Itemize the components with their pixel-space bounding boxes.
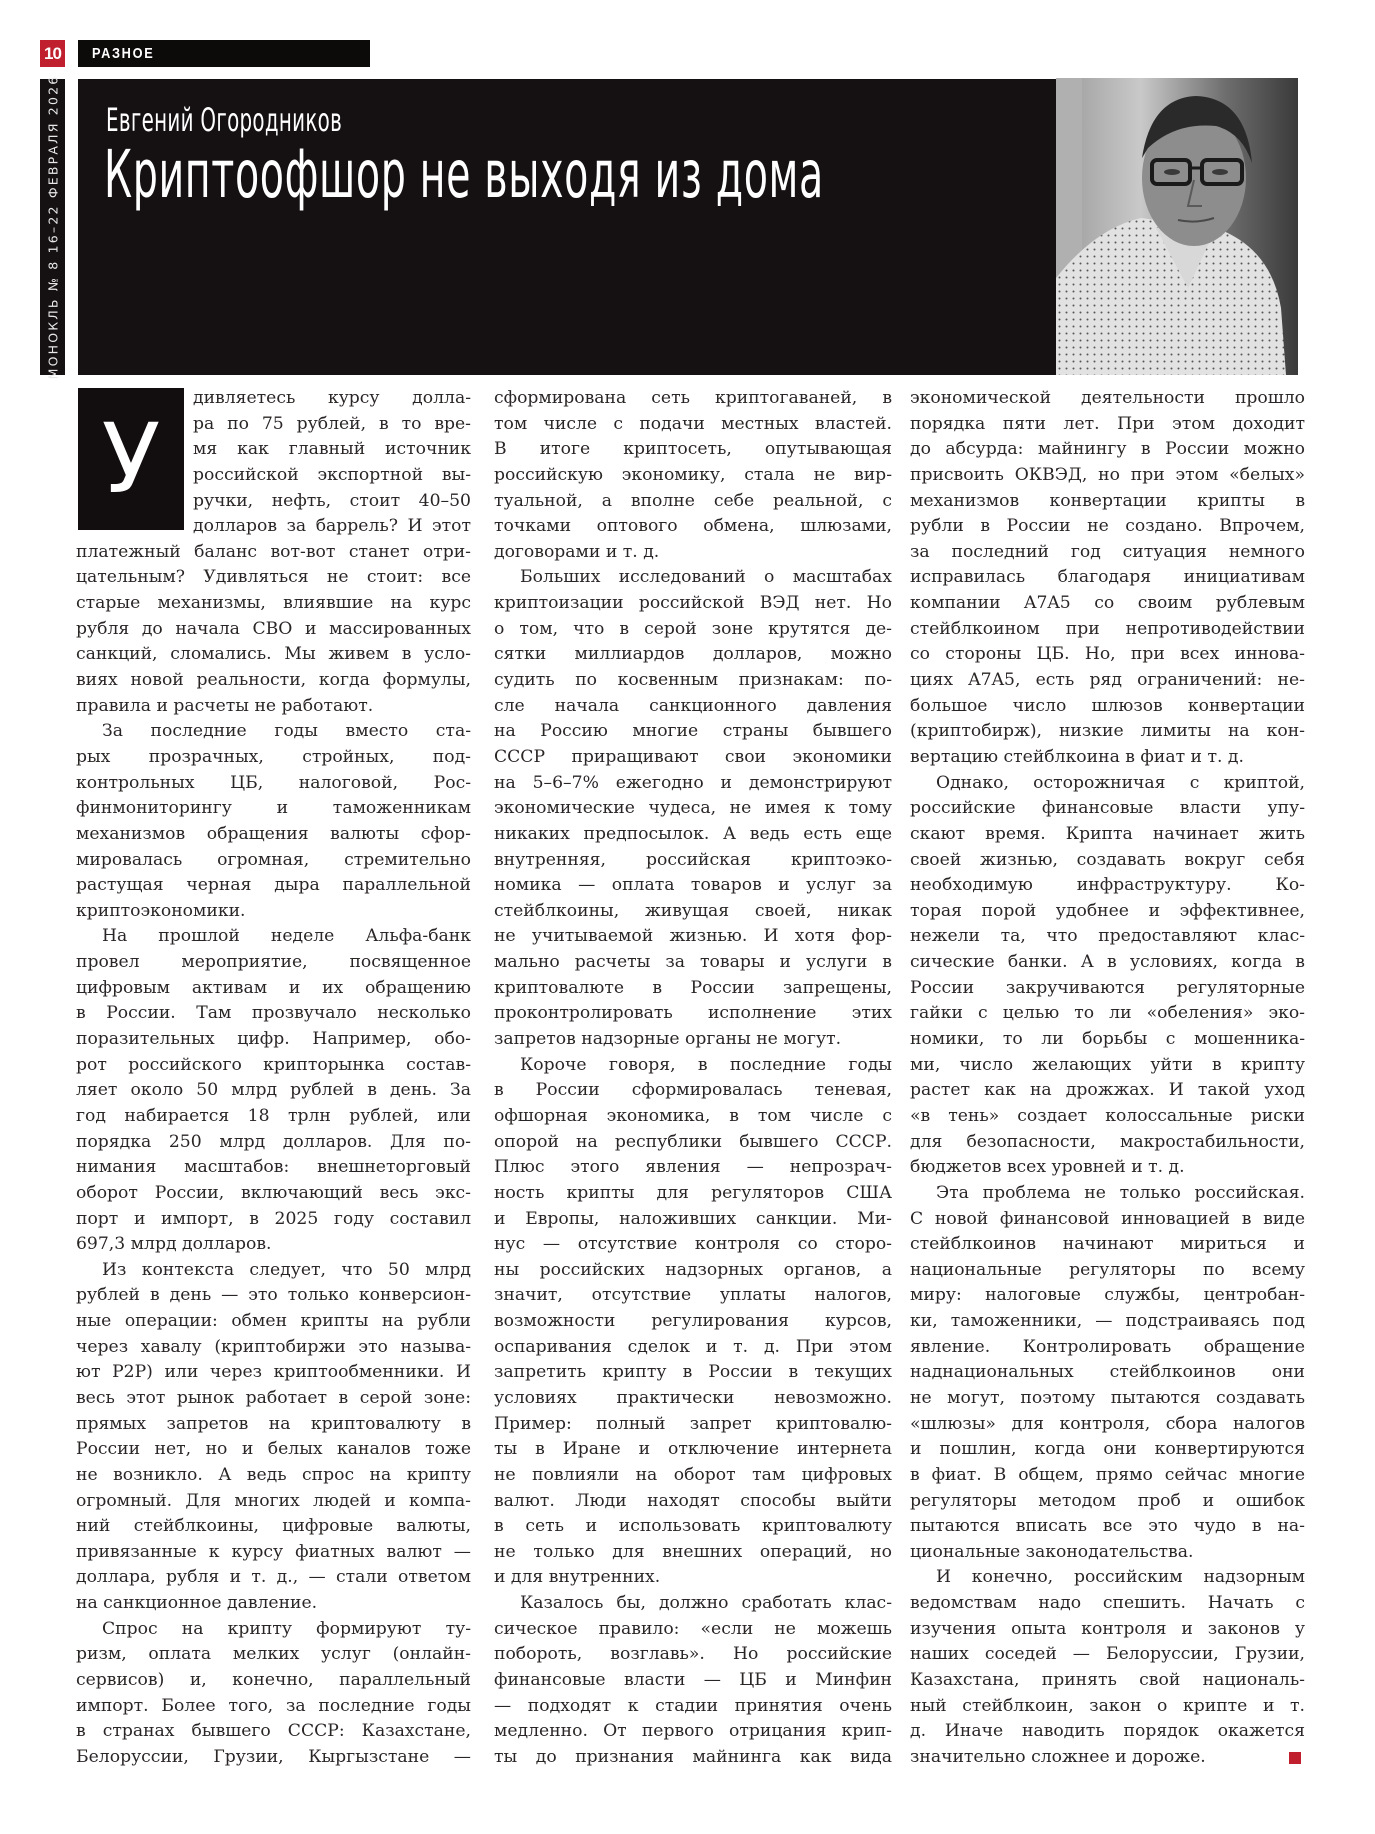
text-line: контрольных ЦБ, налоговой, Рос- (76, 772, 471, 793)
text-line: сформирована сеть криптогаваней, в (494, 388, 892, 408)
text-line: большое число шлюзов конвертации (910, 695, 1305, 716)
text-line: цательным? Удивляться не стоит: все (76, 567, 471, 588)
text-line: рублей в день — это только конверсион- (76, 1285, 471, 1306)
text-line: медленно. От первого отрицания крип- (494, 1721, 892, 1742)
text-line: нежели та, что предоставляют клас- (910, 926, 1305, 947)
text-line: нимания масштабов: внешнеторговый (76, 1157, 471, 1178)
text-line: в России сформировалась теневая, (494, 1080, 892, 1101)
text-line: цифровым активам и их обращению (76, 977, 471, 998)
text-line: старые механизмы, влиявшие на курс (76, 593, 471, 614)
text-line: российской экспортной вы- (193, 464, 471, 485)
text-line: на 5–6–7% ежегодно и демонстрируют (494, 772, 892, 793)
text-line: Плюс этого явления — непрозрач- (494, 1157, 892, 1178)
text-line: не возникло. А ведь спрос на крипту (76, 1464, 471, 1485)
section-label: РАЗНОЕ (92, 45, 155, 62)
page-number: 10 (40, 40, 65, 67)
text-line: ний стейблкоины, цифровые валюты, (76, 1516, 471, 1537)
text-line: долларов за баррель? И этот (193, 516, 471, 537)
text-line: Однако, осторожничая с криптой, (936, 772, 1305, 793)
text-line: судить по косвенным признакам: по- (494, 670, 892, 691)
text-line: ты в Иране и отключение интернета (494, 1439, 892, 1460)
text-line: никаких предпосылок. А ведь есть еще (494, 823, 892, 844)
text-line: миру: налоговые службы, центробан- (910, 1285, 1305, 1306)
text-line: и Европы, наложивших санкции. Ми- (494, 1208, 892, 1229)
text-line: не могут, поэтому пытаются создавать (910, 1387, 1305, 1408)
drop-cap: У (78, 388, 184, 530)
text-line: до абсурда: майнингу в России можно (910, 439, 1305, 460)
text-column-1 (76, 386, 471, 1771)
text-line: криптовалюте в России запрещены, (494, 977, 892, 998)
text-line: поразительных цифр. Например, обо- (76, 1029, 471, 1050)
text-line-content: значительно сложнее и дороже. (910, 1746, 1206, 1767)
text-line: С новой финансовой инновацией в виде (910, 1208, 1305, 1229)
text-line: возможности регулирования курсов, (494, 1311, 892, 1332)
author-name: Евгений Огородников (106, 101, 343, 139)
text-line: вертацию стейблкоина в фиат и т. д. (910, 746, 1244, 767)
text-line: национальные регуляторы по всему (910, 1259, 1305, 1280)
text-line: присвоить ОКВЭД, но при этом «белых» (910, 464, 1305, 485)
text-line: ки, таможенники, — подстраиваясь под (910, 1311, 1305, 1332)
text-column-2 (494, 386, 892, 1771)
text-line: опорой на республики бывшего СССР. (494, 1131, 892, 1152)
text-line: скают время. Крипта начинает жить (910, 823, 1305, 844)
text-line: Эта проблема не только российская. (936, 1182, 1305, 1203)
text-line: гайки с целью то ли «обеления» эко- (910, 1003, 1305, 1024)
text-line: ты до признания майнинга как вида (494, 1746, 892, 1767)
text-line: значит, отсутствие уплаты налогов, (494, 1285, 892, 1306)
text-line: Пример: полный запрет криптовалю- (494, 1413, 892, 1434)
text-line: запретов надзорные органы не могут. (494, 1029, 842, 1050)
text-line: запретить крипту в России в текущих (494, 1362, 892, 1383)
text-line: мя как главный источник (193, 439, 471, 460)
text-line: нус — отсутствие контроля со сторо- (494, 1234, 892, 1255)
text-line: изучения опыта контроля и законов у (910, 1618, 1305, 1639)
text-line: условиях практически невозможно. (494, 1387, 892, 1408)
text-line: циональные законодательства. (910, 1541, 1194, 1562)
text-line: мировалась огромная, стремительно (76, 849, 471, 870)
text-line: на Россию многие страны бывшего (494, 721, 892, 742)
text-line: механизмов конвертации крипты в (910, 490, 1305, 511)
text-line: правила и расчеты не работают. (76, 695, 374, 716)
section-header (78, 40, 370, 67)
text-line: туальной, а вполне себе реальной, с (494, 490, 892, 511)
text-line: год набирается 18 трлн рублей, или (76, 1105, 471, 1126)
text-line: механизмов обращения валюты сфор- (76, 823, 471, 844)
text-line: ризм, оплата мелких услуг (онлайн- (76, 1644, 471, 1665)
text-line: регуляторы методом проб и ошибок (910, 1490, 1305, 1511)
text-line: Короче говоря, в последние годы (520, 1054, 892, 1075)
text-line: сическое правило: «если не можешь (494, 1618, 892, 1639)
text-line: Из контекста следует, что 50 млрд (102, 1259, 471, 1280)
text-line: прямых запретов на криптовалюту в (76, 1413, 471, 1434)
text-line: в странах бывшего СССР: Казахстане, (76, 1721, 471, 1742)
text-line: том числе с подачи местных властей. (494, 413, 892, 434)
text-line: не только для внешних операций, но (494, 1541, 892, 1562)
text-line: В итоге криптосеть, опутывающая (494, 439, 892, 460)
text-line: ми, число желающих уйти в крипту (910, 1054, 1305, 1075)
text-line: ляет около 50 млрд рублей в день. За (76, 1080, 471, 1101)
author-portrait-icon (1056, 78, 1298, 375)
article-title: Криптоофшор не выходя из дома (104, 136, 824, 213)
text-line: номика — оплата товаров и услуг за (494, 875, 892, 896)
text-line: финмониторингу и таможенникам (76, 798, 471, 819)
text-line: исправилась благодаря инициативам (910, 567, 1305, 588)
text-line: на санкционное давление. (76, 1593, 318, 1614)
text-line: компании A7A5 со своим рублевым (910, 593, 1305, 614)
text-line: и для внутренних. (494, 1567, 661, 1588)
text-line: для безопасности, макростабильности, (910, 1131, 1305, 1152)
text-line: российскую экономику, стала не вир- (494, 464, 892, 485)
end-mark-icon (1289, 1752, 1301, 1764)
text-line: наднациональных стейблкоинов они (910, 1362, 1305, 1383)
text-line: Спрос на крипту формируют ту- (102, 1618, 471, 1639)
text-line: своей жизнью, создавать вокруг себя (910, 849, 1305, 870)
text-line: ра по 75 рублей, в то вре- (193, 413, 471, 434)
text-line: России нет, но и белых каналов тоже (76, 1439, 471, 1460)
text-column-3 (910, 386, 1305, 1771)
text-line: За последние годы вместо ста- (102, 721, 471, 742)
text-line: ные операции: обмен крипты на рубли (76, 1311, 471, 1332)
text-line: криптоэкономики. (76, 900, 246, 921)
text-line: оспаривания сделок и т. д. При этом (494, 1336, 892, 1357)
text-line: побороть, возглавь». Но российские (494, 1644, 892, 1665)
text-line: стейблкоином при непротиводействии (910, 618, 1305, 639)
text-line: порт и импорт, в 2025 году составил (76, 1208, 471, 1229)
text-line: ный стейблкоин, закон о крипте и т. (910, 1695, 1305, 1716)
text-line: явление. Контролировать обращение (910, 1336, 1305, 1357)
text-line: привязанные к курсу фиатных валют — (76, 1541, 471, 1562)
text-line: платежный баланс вот-вот станет отри- (76, 541, 471, 562)
text-line: наших соседей — Белоруссии, Грузии, (910, 1644, 1305, 1665)
text-line: рот российского крипторынка состав- (76, 1054, 471, 1075)
text-line: ют P2P) или через криптообменники. И (76, 1362, 471, 1383)
text-line: 697,3 млрд долларов. (76, 1234, 272, 1255)
text-line: Казалось бы, должно сработать клас- (520, 1593, 892, 1614)
text-line: «шлюзы» для контроля, сбора налогов (910, 1413, 1305, 1434)
text-line: и пошлин, когда они конвертируются (910, 1439, 1305, 1460)
text-line: сические банки. А в условиях, когда в (910, 952, 1305, 973)
text-line: не повлияли на оборот там цифровых (494, 1464, 892, 1485)
text-line: сле начала санкционного давления (494, 695, 892, 716)
text-line: циях A7A5, есть ряд ограничений: не- (910, 670, 1305, 691)
author-photo (1056, 78, 1298, 375)
text-line: за последний год ситуация немного (910, 541, 1305, 562)
text-line: договорами и т. д. (494, 541, 660, 562)
text-line: порядка 250 млрд долларов. Для по- (76, 1131, 471, 1152)
text-line: рубли в России не создано. Впрочем, (910, 516, 1305, 537)
text-line: оборот России, включающий весь экс- (76, 1182, 471, 1203)
text-line: не учитываемой жизнью. И хотя фор- (494, 926, 892, 947)
text-line: ручки, нефть, стоит 40–50 (193, 490, 471, 511)
text-line: офшорная экономика, в том числе с (494, 1105, 892, 1126)
text-line: стейблкоины, живущая своей, никак (494, 900, 892, 921)
text-line: рых прозрачных, стройных, под- (76, 746, 471, 767)
text-line: в сеть и использовать криптовалюту (494, 1516, 892, 1537)
text-line: И конечно, российским надзорным (936, 1567, 1305, 1588)
text-line: пытаются вписать все это чудо в на- (910, 1516, 1305, 1537)
text-line: экономические чудеса, не имея к тому (494, 798, 892, 819)
text-line: бюджетов всех уровней и т. д. (910, 1157, 1185, 1178)
text-line: криптоизации российской ВЭД нет. Но (494, 593, 892, 614)
text-line: СССР приращивают свои экономики (494, 746, 892, 767)
text-line: экономической деятельности прошло (910, 388, 1305, 408)
text-line (910, 1745, 1305, 1771)
text-line: финансовые власти — ЦБ и Минфин (494, 1670, 892, 1691)
text-line: — подходят к стадии принятия очень (494, 1695, 892, 1716)
text-line: в России. Там прозвучало несколько (76, 1003, 471, 1024)
text-line: торая порой удобнее и эффективнее, (910, 900, 1305, 921)
text-line: российские финансовые власти упу- (910, 798, 1305, 819)
text-line: ны российских надзорных органов, а (494, 1259, 892, 1280)
text-line: сервисов) и, конечно, параллельный (76, 1670, 471, 1691)
text-line: мально расчеты за товары и услуги в (494, 952, 892, 973)
text-line: виях новой реальности, когда формулы, (76, 670, 471, 691)
text-line: доллара, рубля и т. д., — стали ответом (76, 1567, 471, 1588)
text-line: Белоруссии, Грузии, Кыргызстане — (76, 1746, 471, 1767)
text-line: внутренняя, российская криптоэко- (494, 849, 892, 870)
text-line: Больших исследований о масштабах (520, 567, 892, 588)
text-line: ность крипты для регуляторов США (494, 1182, 892, 1203)
text-line: номики, то ли борьбы с мошенника- (910, 1029, 1305, 1050)
text-line: точками оптового обмена, шлюзами, (494, 516, 892, 537)
text-line: проконтролировать исполнение этих (494, 1003, 892, 1024)
text-line: через хавалу (криптобиржи это называ- (76, 1336, 471, 1357)
text-line: растущая черная дыра параллельной (76, 875, 471, 896)
text-line: необходимую инфраструктуру. Ко- (910, 875, 1305, 896)
text-line: импорт. Более того, за последние годы (76, 1695, 471, 1716)
text-line: рубля до начала СВО и массированных (76, 618, 471, 639)
text-line: России закручиваются регуляторные (910, 977, 1305, 998)
issue-sidebar (40, 74, 65, 380)
text-line: дивляетесь курсу долла- (193, 388, 471, 408)
article-header (78, 79, 1056, 375)
text-line: На прошлой неделе Альфа-банк (102, 926, 471, 947)
issue-line: МОНОКЛЬ № 8 16–22 ФЕВРАЛЯ 2026 (45, 74, 60, 380)
text-line: стейблкоинов начинают мириться и (910, 1234, 1305, 1255)
text-line: д. Иначе наводить порядок окажется (910, 1721, 1305, 1742)
text-line: порядка пяти лет. При этом доходит (910, 413, 1305, 434)
text-line: «в тень» создает колоссальные риски (910, 1105, 1305, 1126)
text-line: ведомствам надо спешить. Начать с (910, 1593, 1305, 1614)
text-line: сятки миллиардов долларов, можно (494, 644, 892, 665)
text-line: провел мероприятие, посвященное (76, 952, 471, 973)
text-line: о том, что в серой зоне крутятся де- (494, 618, 892, 639)
text-line: со стороны ЦБ. Но, при всех иннова- (910, 644, 1305, 665)
text-line: санкций, сломались. Мы живем в усло- (76, 644, 471, 665)
text-line: Казахстана, принять свой националь- (910, 1670, 1305, 1691)
text-line: растет как на дрожжах. И такой уход (910, 1080, 1305, 1101)
text-line: валют. Люди находят способы выйти (494, 1490, 892, 1511)
text-line: весь этот рынок работает в серой зоне: (76, 1387, 471, 1408)
text-line: огромный. Для многих людей и компа- (76, 1490, 471, 1511)
text-line: в фиат. В общем, прямо сейчас многие (910, 1464, 1305, 1485)
text-line: (криптобирж), низкие лимиты на кон- (910, 721, 1305, 742)
